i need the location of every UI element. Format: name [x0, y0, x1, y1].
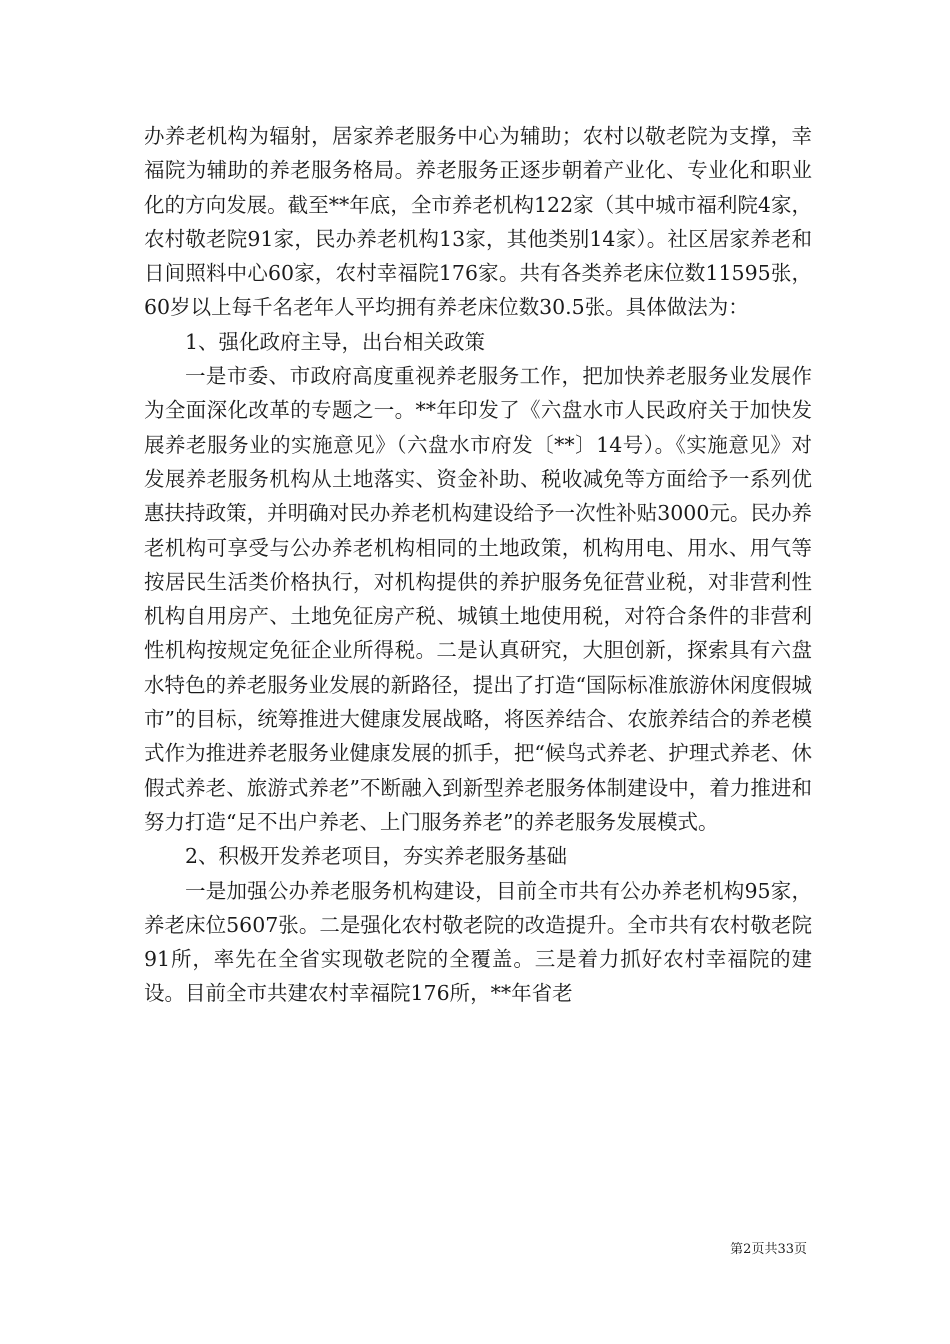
document-body	[144, 119, 812, 1011]
paragraph-projects: 一是加强公办养老服务机构建设，目前全市共有公办养老机构95家，养老床位5607张。二是强化农村敬老院的改造提升。全市共有农村敬老院91所，率先在全省实现敬老院的全覆盖。三是着力抓好农村幸福院的建设。目前全市共建农村幸福院176所，**年省老	[144, 878, 812, 1006]
section-heading-1: 1、强化政府主导，出台相关政策	[185, 329, 486, 354]
page-number-footer: 第2页共33页	[730, 1242, 807, 1257]
paragraph-policy: 一是市委、市政府高度重视养老服务工作，把加快养老服务业发展作为全面深化改革的专题之一。**年印发了《六盘水市人民政府关于加快发展养老服务业的实施意见》（六盘水市府发〔**〕14号）。《实施意见》对发展养老服务机构从土地落实、资金补助、税收减免等方面给予一系列优惠扶持政策，并明确对民办养老机构建设给予一次性补贴3000元。民办养老机构可享受与公办养老机构相同的土地政策，机构用电、用水、用气等按居民生活类价格执行，对机构提供的养护服务免征营业税，对非营利性机构自用房产、土地免征房产税、城镇土地使用税，对符合条件的非营利性机构按规定免征企业所得税。二是认真研究，大胆创新，探索具有六盘水特色的养老服务业发展的新路径，提出了打造“国际标准旅游休闲度假城市”的目标，统筹推进大健康发展战略，将医养结合、农旅养结合的养老模式作为推进养老服务业健康发展的抓手，把“候鸟式养老、护理式养老、休假式养老、旅游式养老”不断融入到新型养老服务体制建设中，着力推进和努力打造“足不出户养老、上门服务养老”的养老服务发展模式。	[144, 364, 812, 834]
paragraph-continuation: 办养老机构为辐射，居家养老服务中心为辅助；农村以敬老院为支撑，幸福院为辅助的养老服务格局。养老服务正逐步朝着产业化、专业化和职业化的方向发展。截至**年底，全市养老机构122家（其中城市福利院4家，农村敬老院91家，民办养老机构13家，其他类别14家）。社区居家养老和日间照料中心60家，农村幸福院176家。共有各类养老床位数11595张，60岁以上每千名老年人平均拥有养老床位数30.5张。具体做法为：	[144, 124, 812, 320]
section-heading-2: 2、积极开发养老项目，夯实养老服务基础	[185, 844, 568, 869]
